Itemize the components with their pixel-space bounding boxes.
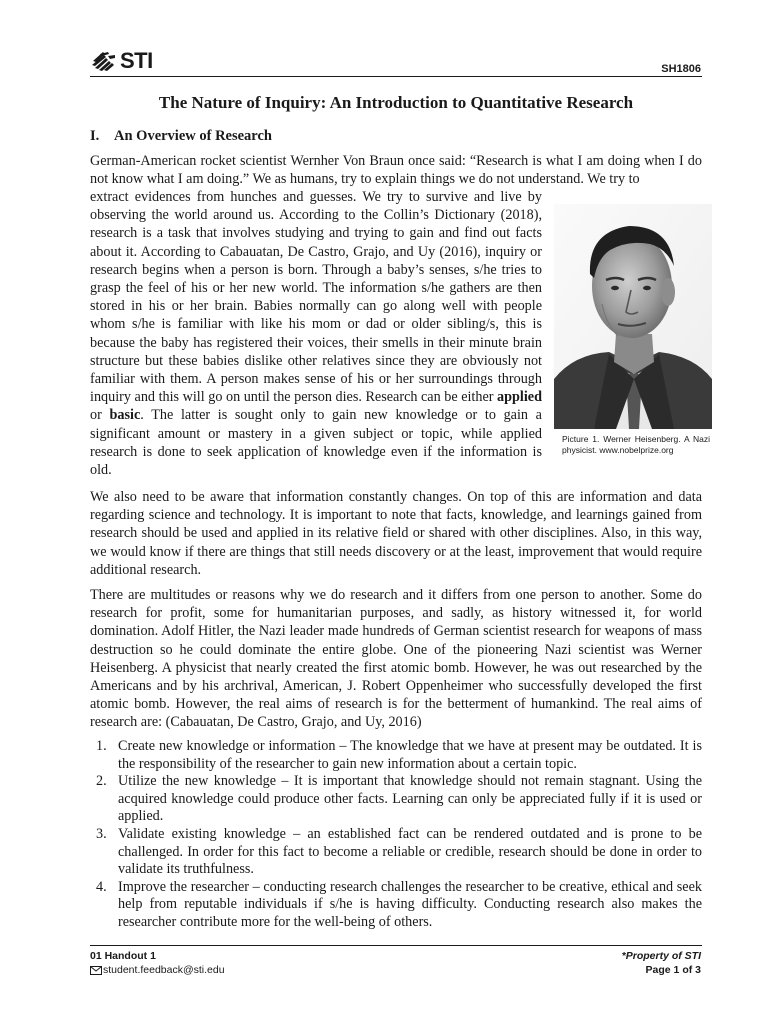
envelope-icon <box>90 966 102 975</box>
intro-text-a: extract evidences from hunches and guesses. We try to survive and live by observing the world around us. According to the Collin’s Dictionary (2018), research is a task that involves studying and trying to gain and find out facts about it. According to Cabauatan, De Castro, Grajo, and Uy (2016), inquiry or research begins when a person is born. Through a baby’s senses, s/he tries to grasp the feel of his or her new world. The information s/he gathers are then stored in his or her brain. Babies normally can go along well with people whom s/he is familiar with like his mom or dad or older sibling/s, this is because the baby has registered their voices, their smells in their minute brain structure but these babies dislike other relatives since they are obviously not familiar with them. A person makes sense of his or her surroundings through inquiry and this will go on until the person dies. Research can be either <box>90 189 542 406</box>
feedback-email[interactable]: student.feedback@sti.edu <box>103 964 225 976</box>
document-code: SH1806 <box>661 63 701 75</box>
sti-globe-icon <box>90 50 118 72</box>
feedback-contact <box>90 964 225 976</box>
aims-of-research-list <box>90 738 702 932</box>
sti-logo <box>90 48 153 74</box>
list-item <box>90 773 702 826</box>
figure-caption: Picture 1. Werner Heisenberg. A Nazi physicist. www.nobelprize.org <box>562 434 710 455</box>
intro-or: or <box>90 407 110 424</box>
intro-text-b: . The latter is sought only to gain new knowledge or to gain a significant amount or mastery in a given subject or topic, while applied research is done to seek application of knowledge even if the information is old. <box>90 407 542 479</box>
header-rule <box>90 76 702 77</box>
section-title: An Overview of Research <box>114 128 272 144</box>
page-number: Page 1 of 3 <box>645 964 701 976</box>
list-text: Create new knowledge or information – The knowledge that we have at present may be outdated. It is the responsibility of the researcher to gain new information about a certain topic. <box>118 738 702 772</box>
page-title: The Nature of Inquiry: An Introduction to Quantitative Research <box>158 93 634 112</box>
list-number: 2. <box>96 773 107 790</box>
term-applied: applied <box>497 389 542 406</box>
handout-label: 01 Handout 1 <box>90 950 156 962</box>
list-text: Improve the researcher – conducting research challenges the researcher to be creative, ethical and seek help from reputable individuals if s/he is having difficulty. Conducting research also makes the researcher contribute more for the well-being of others. <box>118 878 702 930</box>
list-text: Validate existing knowledge – an established fact can be rendered outdated and is prone to be challenged. In order for this fact to become a reliable or credible, research should be done in order to validate its truthfulness. <box>118 825 702 878</box>
list-item <box>90 879 702 932</box>
logo-text: STI <box>120 48 153 73</box>
list-text: Utilize the new knowledge – It is important that knowledge should not remain stagnant. Using the acquired knowledge could produce other facts. Learning can only be appreciated fully if it is used or applied. <box>118 773 702 825</box>
section-heading <box>90 128 272 145</box>
figure <box>554 204 712 456</box>
intro-paragraph-lead: German-American rocket scientist Wernher Von Braun once said: “Research is what I am doing when I do not know what I am doing.” We as humans, try to explain things we do not understand. We try to <box>90 153 702 188</box>
section-number: I. <box>90 128 100 144</box>
list-item <box>90 738 702 773</box>
list-number: 3. <box>96 825 107 842</box>
paragraph-information-changes: We also need to be aware that information constantly changes. On top of this are information and data regarding science and technology. It is important to note that facts, knowledge, and learnings gained from research should be used and applied in its relative field or shared with other disciplines. Also, in this way, we would know if there are things that still needs discovery or at the least, improvement that would require additional research. <box>90 489 702 578</box>
list-item <box>90 826 702 879</box>
footer-rule <box>90 945 702 946</box>
heisenberg-portrait-image <box>554 204 712 429</box>
term-basic: basic <box>109 407 141 424</box>
paragraph-reasons-for-research: There are multitudes or reasons why we do research and it differs from one person to another. Some do research for profit, some for humanitarian purposes, and sadly, as history witnessed it, for world domination. Adolf Hitler, the Nazi leader made hundreds of German scientist research for weapons of mass destruction so he could dominate the entire globe. One of the pioneering Nazi scientist was Werner Heisenberg. A physicist that nearly created the first atomic bomb. However, he was out researched by the Americans and by his archrival, American, J. Robert Oppenheimer who successfully developed the first atomic bomb. However, the real aims of research is for the betterment of humankind. The real aims of research are: (Cabauatan, De Castro, Grajo, and Uy, 2016) <box>90 587 702 731</box>
property-notice: *Property of STI <box>621 950 701 962</box>
intro-paragraph-body <box>90 188 542 479</box>
list-number: 4. <box>96 878 107 895</box>
list-number: 1. <box>96 738 107 754</box>
